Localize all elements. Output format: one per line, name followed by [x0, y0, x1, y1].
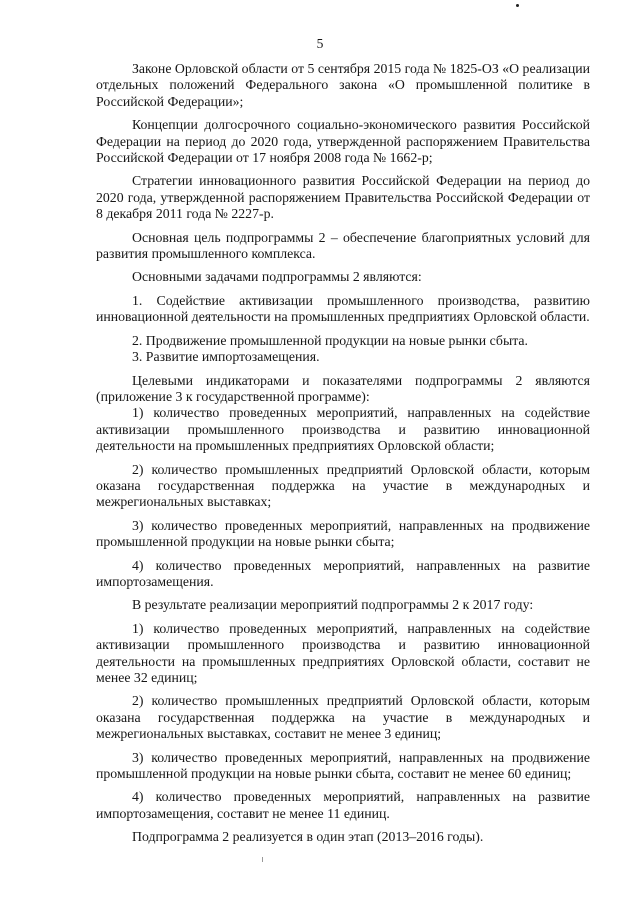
paragraph-law-reference: Законе Орловской области от 5 сентября 2015 года № 1825-ОЗ «О реализации отдельных положений Федерального закона «О промышленной политике в Российской Федерации»; [96, 61, 590, 109]
paragraph-implementation-stage: Подпрограмма 2 реализуется в один этап (2013–2016 годы). [132, 829, 484, 845]
result-item-3: 3) количество проведенных мероприятий, направленных на продвижение промышленной продукции на новые рынки сбыта, составит не менее 60 единиц; [96, 749, 590, 782]
indicator-item-4: 4) количество проведенных мероприятий, направленных на развитие импортозамещения. [96, 557, 590, 589]
indicator-item-2: 2) количество промышленных предприятий Орловской области, которым оказана государственная поддержка на участие в международных и межрегиональных выставках; [96, 461, 590, 510]
scan-dot-mark [516, 4, 519, 7]
paragraph-main-goal: Основная цель подпрограммы 2 – обеспечение благоприятных условий для развития промышленного комплекса. [96, 229, 590, 262]
indicator-item-3: 3) количество проведенных мероприятий, направленных на продвижение промышленной продукции на новые рынки сбыта; [96, 517, 590, 550]
paragraph-concept-reference: Концепции долгосрочного социально-экономического развития Российской Федерации на период до 2020 года, утвержденной распоряжением Правительства Российской Федерации от 17 ноября 2008 года № 1662-р; [96, 117, 590, 166]
paragraph-indicators-heading: Целевыми индикаторами и показателями подпрограммы 2 являются (приложение 3 к государственной программе): [96, 372, 590, 404]
task-item-1: 1. Содействие активизации промышленного производства, развитию инновационной деятельности на промышленных предприятиях Орловской области. [96, 292, 590, 325]
task-item-2: 2. Продвижение промышленной продукции на новые рынки сбыта. [132, 332, 528, 348]
result-item-4: 4) количество проведенных мероприятий, направленных на развитие импортозамещения, составит не менее 11 единиц. [96, 789, 590, 821]
paragraph-tasks-heading: Основными задачами подпрограммы 2 являются: [132, 269, 422, 285]
paragraph-strategy-reference: Стратегии инновационного развития Российской Федерации на период до 2020 года, утвержденной распоряжением Правительства Российской Федерации от 8 декабря 2011 года № 2227-р. [96, 173, 590, 222]
result-item-1: 1) количество проведенных мероприятий, направленных на содействие активизации промышленного производства и развитию инновационной деятельности на промышленных предприятиях Орловской области, составит не менее 32 единиц; [96, 620, 590, 685]
paragraph-results-heading: В результате реализации мероприятий подпрограммы 2 к 2017 году: [132, 597, 534, 613]
document-body [96, 61, 590, 846]
scan-line-mark [262, 857, 263, 862]
indicator-item-1: 1) количество проведенных мероприятий, направленных на содействие активизации промышленного производства и развитию инновационной деятельности на промышленных предприятиях Орловской области; [96, 405, 590, 454]
page-number: 5 [316, 36, 324, 51]
task-item-3: 3. Развитие импортозамещения. [132, 349, 320, 365]
result-item-2: 2) количество промышленных предприятий Орловской области, которым оказана государственная поддержка на участие в международных и межрегиональных выставках, составит не менее 3 единиц; [96, 693, 590, 742]
